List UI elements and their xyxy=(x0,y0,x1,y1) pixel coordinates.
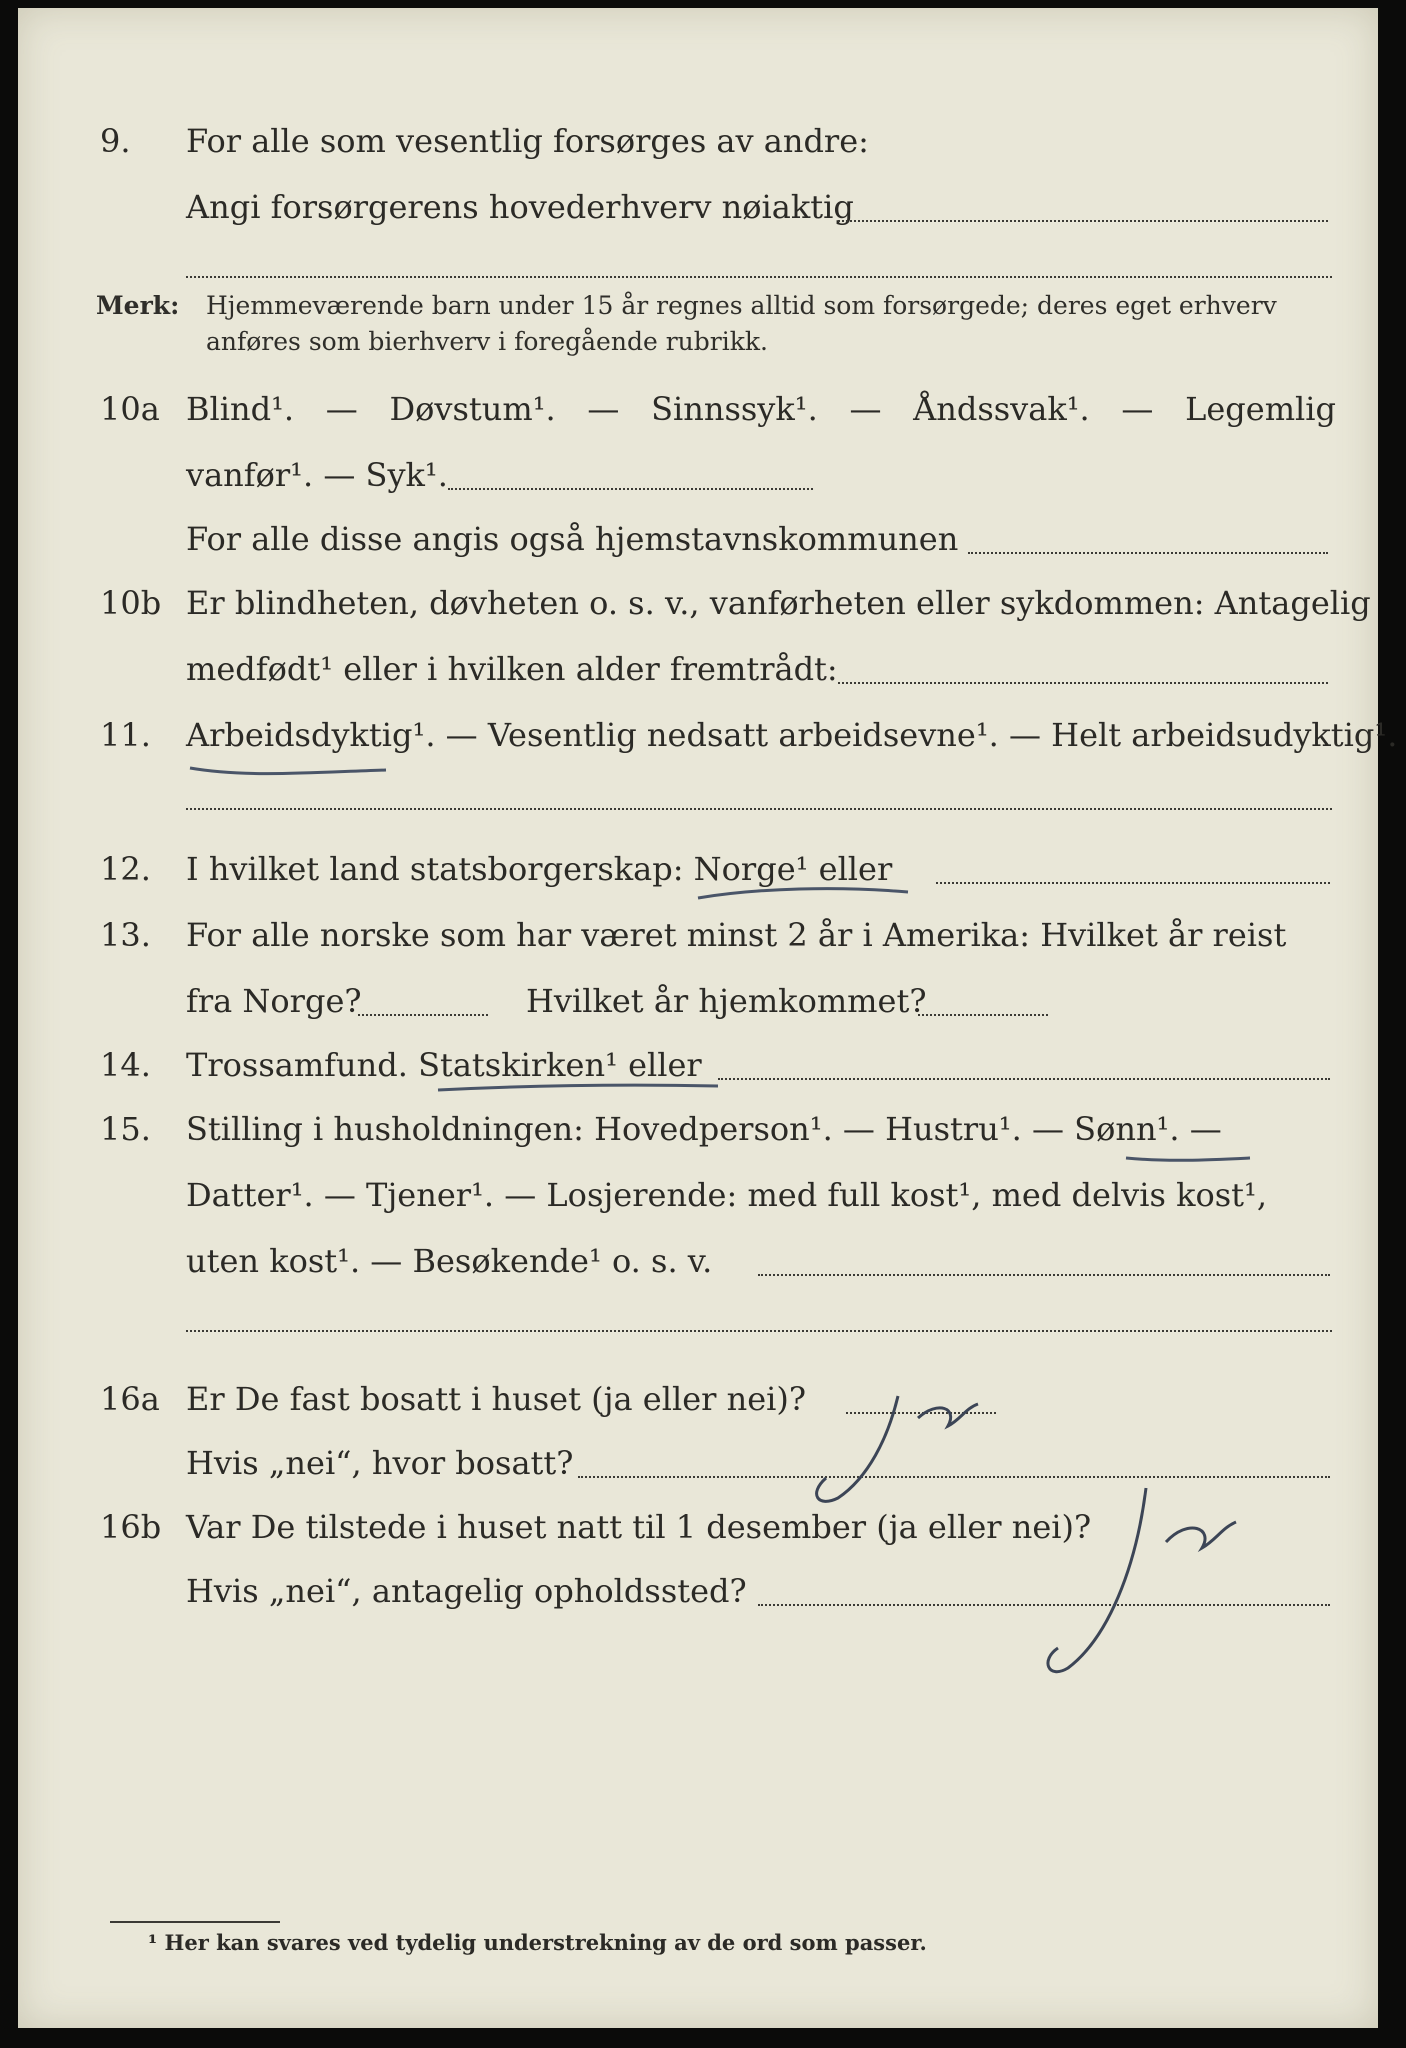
q15-text-line3: uten kost¹. — Besøkende¹ o. s. v. xyxy=(186,1242,713,1280)
answer-ja-16a-a xyxy=(918,1404,978,1426)
q10a-opt-legemlig: Legemlig xyxy=(1185,390,1336,428)
dash: — xyxy=(849,390,882,428)
dash: — xyxy=(587,390,620,428)
footnote-rule xyxy=(110,1921,280,1923)
dash: — xyxy=(1121,390,1154,428)
q15-text-line1: Stilling i husholdningen: Hovedperson¹. — Hustru¹. — Sønn¹. — xyxy=(186,1110,1222,1148)
q15-number: 15. xyxy=(100,1110,151,1148)
underline-norge xyxy=(698,889,908,898)
underline-statskirken xyxy=(438,1085,718,1090)
q10b-text-line1: Er blindheten, døvheten o. s. v., vanførheten eller sykdommen: Antagelig xyxy=(186,584,1371,622)
q9-text-line2: Angi forsørgerens hovederhverv nøiaktig xyxy=(186,188,854,226)
q10a-opt-dovstum: Døvstum¹. xyxy=(389,390,556,428)
q13-text-line2b: Hvilket år hjemkommet? xyxy=(526,982,927,1020)
q16b-number: 16b xyxy=(100,1508,162,1546)
footnote-text: ¹ Her kan svares ved tydelig understrekning av de ord som passer. xyxy=(148,1930,927,1955)
q13-text-line2a: fra Norge? xyxy=(186,982,362,1020)
q13-number: 13. xyxy=(100,916,151,954)
q10b-number: 10b xyxy=(100,584,162,622)
answer-ja-16b-j xyxy=(1048,1488,1146,1672)
q16a-number: 16a xyxy=(100,1380,160,1418)
answer-ja-16b-a xyxy=(1166,1522,1236,1548)
q16a-text-line2: Hvis „nei“, hvor bosatt? xyxy=(186,1444,574,1482)
underline-sonn xyxy=(1126,1158,1250,1160)
answer-ja-16a-j xyxy=(817,1396,898,1501)
q10b-text-line2: medfødt¹ eller i hvilken alder fremtrådt: xyxy=(186,650,838,688)
q11-text-line1: Arbeidsdyktig¹. — Vesentlig nedsatt arbeidsevne¹. — Helt arbeidsudyktig¹. xyxy=(186,716,1398,754)
q10a-opt-andssvak: Åndssvak¹. xyxy=(913,390,1090,428)
q16b-text-line1: Var De tilstede i huset natt til 1 desember (ja eller nei)? xyxy=(186,1508,1092,1546)
q9-number: 9. xyxy=(100,122,131,160)
q9-text-line1: For alle som vesentlig forsørges av andre: xyxy=(186,122,869,160)
q11-number: 11. xyxy=(100,716,151,754)
q16a-text-line1: Er De fast bosatt i huset (ja eller nei)? xyxy=(186,1380,807,1418)
q16b-text-line2: Hvis „nei“, antagelig opholdssted? xyxy=(186,1572,747,1610)
q10a-opt-blind: Blind¹. xyxy=(186,390,295,428)
q10a-text-line2: vanfør¹. — Syk¹. xyxy=(186,456,448,494)
handwriting-marks xyxy=(18,8,1378,2028)
dash: — xyxy=(325,390,358,428)
merk-label: Merk: xyxy=(96,291,180,320)
q14-text-line1: Trossamfund. Statskirken¹ eller xyxy=(186,1046,702,1084)
q13-text-line1: For alle norske som har været minst 2 år i Amerika: Hvilket år reist xyxy=(186,916,1287,954)
census-form-sheet xyxy=(18,8,1398,2028)
q12-number: 12. xyxy=(100,850,151,888)
q12-text-line1: I hvilket land statsborgerskap: Norge¹ eller xyxy=(186,850,893,888)
q14-number: 14. xyxy=(100,1046,151,1084)
merk-text: Hjemmeværende barn under 15 år regnes alltid som forsørgede; deres eget erhverv anføres som bierhverv i foregående rubrikk. xyxy=(206,291,1277,356)
q10a-text-line3: For alle disse angis også hjemstavnskommunen xyxy=(186,520,959,558)
q10a-number: 10a xyxy=(100,390,160,428)
q15-text-line2: Datter¹. — Tjener¹. — Losjerende: med full kost¹, med delvis kost¹, xyxy=(186,1176,1268,1214)
underline-arbeidsdyktig xyxy=(190,768,386,774)
q10a-opt-sinnssyk: Sinnssyk¹. xyxy=(651,390,818,428)
